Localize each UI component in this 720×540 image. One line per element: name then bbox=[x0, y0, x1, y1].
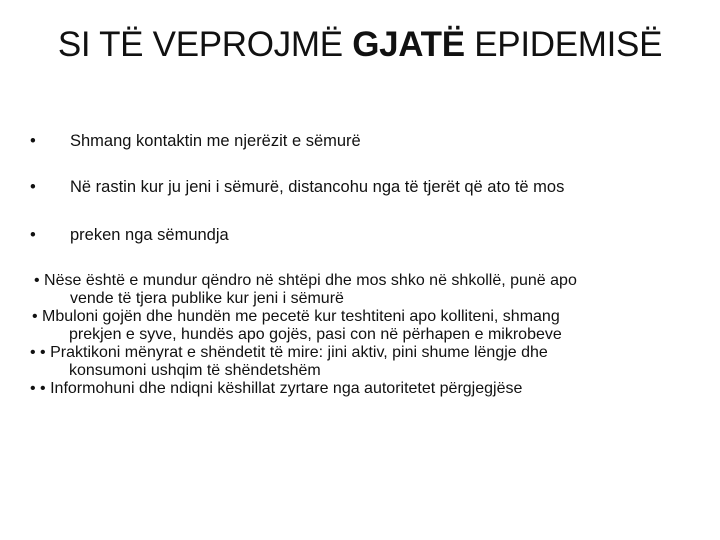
slide-title bbox=[0, 24, 720, 66]
paragraph-line: • Nëse është e mundur qëndro në shtëpi dhe mos shko në shkollë, punë apo bbox=[34, 272, 577, 289]
paragraph-line: • Mbuloni gojën dhe hundën me pecetë kur teshtiteni apo kolliteni, shmang bbox=[32, 308, 560, 325]
title-bold-part: GJATË bbox=[352, 25, 465, 64]
paragraph-line: konsumoni ushqim të shëndetshëm bbox=[69, 362, 321, 379]
bullet-text: preken nga sëmundja bbox=[70, 226, 229, 244]
bullet-dot-icon: • bbox=[30, 132, 36, 150]
bullet-dot-icon: • bbox=[30, 226, 36, 244]
paragraph-line: vende të tjera publike kur jeni i sëmurë bbox=[70, 290, 344, 307]
bullet-dot-icon: • bbox=[30, 178, 36, 196]
bullet-text: Shmang kontaktin me njerëzit e sëmurë bbox=[70, 132, 361, 150]
bullet-item bbox=[30, 177, 564, 197]
paragraph-line: • • Praktikoni mënyrat e shëndetit të mire: jini aktiv, pini shume lëngje dhe bbox=[30, 344, 548, 361]
bullet-item bbox=[30, 225, 229, 245]
title-part-1: SI TË VEPROJMË bbox=[57, 25, 353, 64]
paragraph-line: prekjen e syve, hundës apo gojës, pasi con në përhapen e mikrobeve bbox=[69, 326, 562, 343]
bullet-item bbox=[30, 131, 361, 151]
title-part-2: EPIDEMISË bbox=[464, 25, 663, 64]
paragraph-line: • • Informohuni dhe ndiqni këshillat zyrtare nga autoritetet përgjegjëse bbox=[30, 380, 523, 397]
bullet-text: Në rastin kur ju jeni i sëmurë, distancohu nga të tjerët që ato të mos bbox=[70, 178, 565, 196]
advice-paragraph bbox=[20, 272, 710, 398]
